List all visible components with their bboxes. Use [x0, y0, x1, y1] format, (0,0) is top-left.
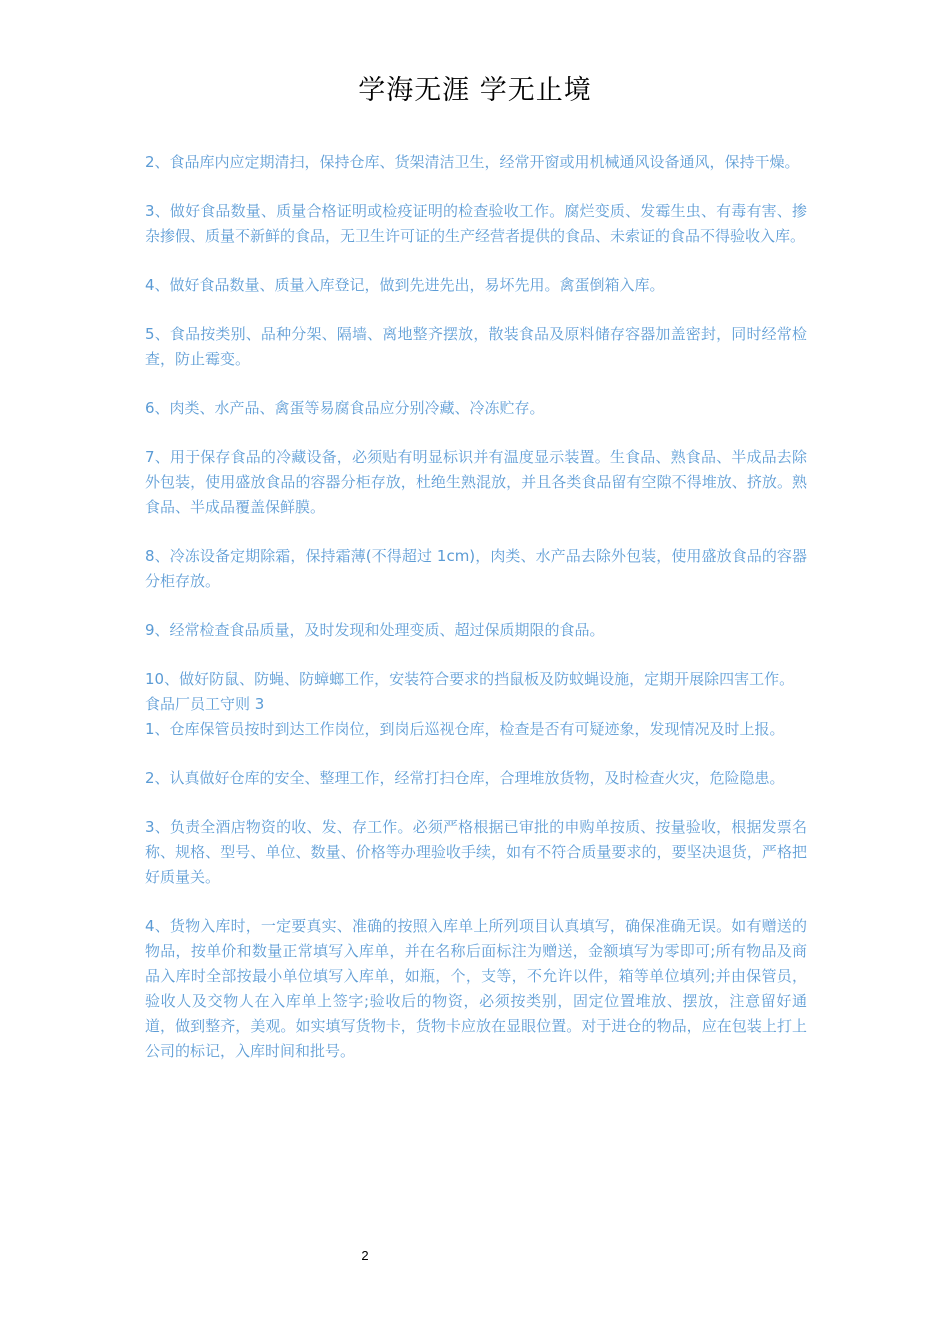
page-number: 2 [361, 1248, 369, 1263]
paragraph: 10、做好防鼠、防蝇、防蟑螂工作，安装符合要求的挡鼠板及防蚊蝇设施，定期开展除四害工作。 [145, 670, 795, 688]
paragraph: 4、货物入库时，一定要真实、准确的按照入库单上所列项目认真填写，确保准确无误。如有赠送的物品，按单价和数量正常填写入库单，并在名称后面标注为赠送，金额填写为零即可;所有物品及商品入库时全部按最小单位填写入库单，如瓶，个，支等，不允许以件，箱等单位填列;并由保管员，验收人及交物人在入库单上签字;验收后的物资，必须按类别，固定位置堆放、摆放，注意留好通道，做到整齐，美观。如实填写货物卡，货物卡应放在显眼位置。对于进仓的物品，应在包装上打上公司的标记，入库时间和批号。 [145, 917, 807, 1060]
paragraph: 4、做好食品数量、质量入库登记，做到先进先出，易坏先用。禽蛋倒箱入库。 [145, 276, 665, 294]
paragraph: 3、负责全酒店物资的收、发、存工作。必须严格根据已审批的申购单按质、按量验收，根据发票名称、规格、型号、单位、数量、价格等办理验收手续，如有不符合质量要求的，要坚决退货，严格把好质量关。 [145, 818, 807, 886]
paragraph: 1、仓库保管员按时到达工作岗位，到岗后巡视仓库，检查是否有可疑迹象，发现情况及时上报。 [145, 720, 785, 738]
document-body [145, 150, 807, 1064]
paragraph: 8、冷冻设备定期除霜，保持霜薄(不得超过 1cm)，肉类、水产品去除外包装，使用盛放食品的容器分柜存放。 [145, 547, 807, 590]
paragraph: 6、肉类、水产品、禽蛋等易腐食品应分别冷藏、冷冻贮存。 [145, 399, 545, 417]
paragraph: 3、做好食品数量、质量合格证明或检疫证明的检查验收工作。腐烂变质、发霉生虫、有毒有害、掺杂掺假、质量不新鲜的食品，无卫生许可证的生产经营者提供的食品、未索证的食品不得验收入库。 [145, 202, 807, 245]
paragraph: 9、经常检查食品质量，及时发现和处理变质、超过保质期限的食品。 [145, 621, 605, 639]
paragraph: 7、用于保存食品的冷藏设备，必须贴有明显标识并有温度显示装置。生食品、熟食品、半成品去除外包装，使用盛放食品的容器分柜存放，杜绝生熟混放，并且各类食品留有空隙不得堆放、挤放。熟食品、半成品覆盖保鲜膜。 [145, 448, 807, 516]
paragraph: 5、食品按类别、品种分架、隔墙、离地整齐摆放，散装食品及原料储存容器加盖密封，同时经常检查，防止霉变。 [145, 325, 807, 368]
paragraph: 2、食品库内应定期清扫，保持仓库、货架清洁卫生，经常开窗或用机械通风设备通风，保持干燥。 [145, 153, 800, 171]
paragraph: 2、认真做好仓库的安全、整理工作，经常打扫仓库，合理堆放货物，及时检查火灾，危险隐患。 [145, 769, 785, 787]
page-header-title: 学海无涯 学无止境 [358, 75, 592, 106]
section-heading: 食品厂员工守则 3 [145, 695, 265, 713]
